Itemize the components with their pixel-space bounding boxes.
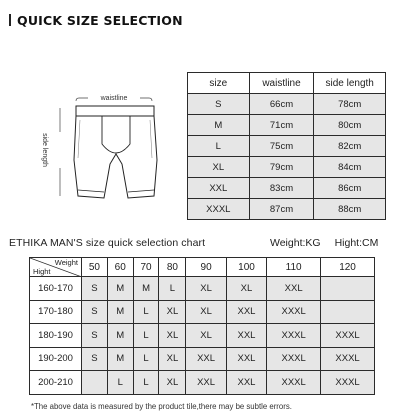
waistline-cell: 83cm: [249, 178, 314, 199]
height-unit-label: Hight:CM: [334, 237, 379, 249]
waistline-cell: 75cm: [249, 136, 314, 157]
size-cell: XXXL: [321, 371, 375, 395]
chart-caption: ETHIKA MAN'S size quick selection chart: [9, 237, 206, 249]
waistline-cell: 79cm: [249, 157, 314, 178]
size-cell: L: [133, 371, 159, 395]
table-row: [30, 300, 375, 324]
briefs-measurement-illustration: [30, 88, 170, 218]
table-row: [30, 347, 375, 371]
weight-header-cell: 110: [267, 258, 321, 277]
size-cell: XXL: [226, 371, 266, 395]
waistline-column-header: waistline: [249, 73, 314, 94]
size-cell: XXXL: [267, 324, 321, 348]
side-length-cell: 78cm: [314, 94, 386, 115]
side-length-cell: 88cm: [314, 199, 386, 220]
size-cell: XL: [226, 277, 266, 301]
size-cell: L: [188, 136, 250, 157]
size-cell: S: [188, 94, 250, 115]
weight-header-cell: 60: [107, 258, 133, 277]
size-cell: XXL: [186, 371, 226, 395]
size-cell: M: [107, 277, 133, 301]
size-cell: XXXL: [321, 347, 375, 371]
size-cell: XL: [159, 371, 186, 395]
table-row: [188, 94, 386, 115]
size-cell: L: [133, 347, 159, 371]
waistline-cell: 66cm: [249, 94, 314, 115]
waistband-shape: [76, 106, 154, 116]
waistline-label: waistline: [100, 95, 128, 102]
weight-unit-label: Weight:KG: [270, 237, 321, 249]
size-cell: XXL: [226, 300, 266, 324]
size-cell: [321, 277, 375, 301]
size-cell: XXXL: [267, 347, 321, 371]
size-cell: XXL: [226, 324, 266, 348]
size-cell: XL: [188, 157, 250, 178]
side-length-column-header: side length: [314, 73, 386, 94]
size-measurement-table: [187, 72, 386, 220]
size-selection-chart: [29, 257, 375, 395]
title-accent-bar: [9, 14, 11, 26]
weight-header-cell: 70: [133, 258, 159, 277]
weight-header-cell: 120: [321, 258, 375, 277]
waistline-cell: 71cm: [249, 115, 314, 136]
size-cell: XXXL: [188, 199, 250, 220]
size-cell: XXXL: [267, 300, 321, 324]
size-cell: XXL: [186, 347, 226, 371]
table-row: [188, 178, 386, 199]
height-range-cell: 190-200: [30, 347, 82, 371]
size-cell: XL: [159, 300, 186, 324]
table-row: [188, 199, 386, 220]
size-cell: S: [82, 277, 108, 301]
size-cell: M: [107, 300, 133, 324]
size-cell: M: [188, 115, 250, 136]
size-cell: XXL: [267, 277, 321, 301]
side-length-cell: 84cm: [314, 157, 386, 178]
size-cell: M: [133, 277, 159, 301]
waistline-cell: 87cm: [249, 199, 314, 220]
size-cell: XXXL: [321, 324, 375, 348]
size-cell: [82, 371, 108, 395]
size-cell: XL: [186, 277, 226, 301]
size-cell: S: [82, 347, 108, 371]
measurement-footnote: *The above data is measured by the product tile,there may be subtle errors.: [31, 402, 292, 411]
weight-header-cell: 80: [159, 258, 186, 277]
table-row: [188, 115, 386, 136]
side-length-label: side length: [41, 133, 48, 167]
weight-header-cell: 90: [186, 258, 226, 277]
side-length-cell: 82cm: [314, 136, 386, 157]
size-cell: S: [82, 324, 108, 348]
size-cell: L: [133, 324, 159, 348]
section-title: [9, 12, 183, 28]
size-cell: L: [133, 300, 159, 324]
size-cell: M: [107, 324, 133, 348]
table-row: [30, 324, 375, 348]
weight-header-cell: 100: [226, 258, 266, 277]
corner-height-label: Hight: [33, 267, 51, 276]
corner-weight-label: Weight: [54, 258, 78, 267]
size-cell: XL: [186, 300, 226, 324]
size-cell: L: [159, 277, 186, 301]
chart-units: [270, 237, 378, 249]
size-column-header: size: [188, 73, 250, 94]
weight-header-row: [30, 258, 375, 277]
size-cell: XXL: [188, 178, 250, 199]
size-cell: L: [107, 371, 133, 395]
table-row: [30, 371, 375, 395]
table-row: [188, 136, 386, 157]
size-cell: XL: [159, 347, 186, 371]
size-cell: XL: [186, 324, 226, 348]
size-cell: [321, 300, 375, 324]
height-range-cell: 200-210: [30, 371, 82, 395]
table-row: [30, 277, 375, 301]
size-cell: M: [107, 347, 133, 371]
table-row: [188, 157, 386, 178]
side-length-cell: 80cm: [314, 115, 386, 136]
side-length-cell: 86cm: [314, 178, 386, 199]
table-header-row: [188, 73, 386, 94]
height-range-cell: 180-190: [30, 324, 82, 348]
briefs-body-shape: [74, 116, 157, 198]
size-cell: S: [82, 300, 108, 324]
height-range-cell: 160-170: [30, 277, 82, 301]
height-range-cell: 170-180: [30, 300, 82, 324]
chart-corner-cell: [30, 258, 82, 277]
size-cell: XXXL: [267, 371, 321, 395]
section-title-text: QUICK SIZE SELECTION: [17, 12, 183, 28]
weight-header-cell: 50: [82, 258, 108, 277]
size-cell: XXL: [226, 347, 266, 371]
size-cell: XL: [159, 324, 186, 348]
